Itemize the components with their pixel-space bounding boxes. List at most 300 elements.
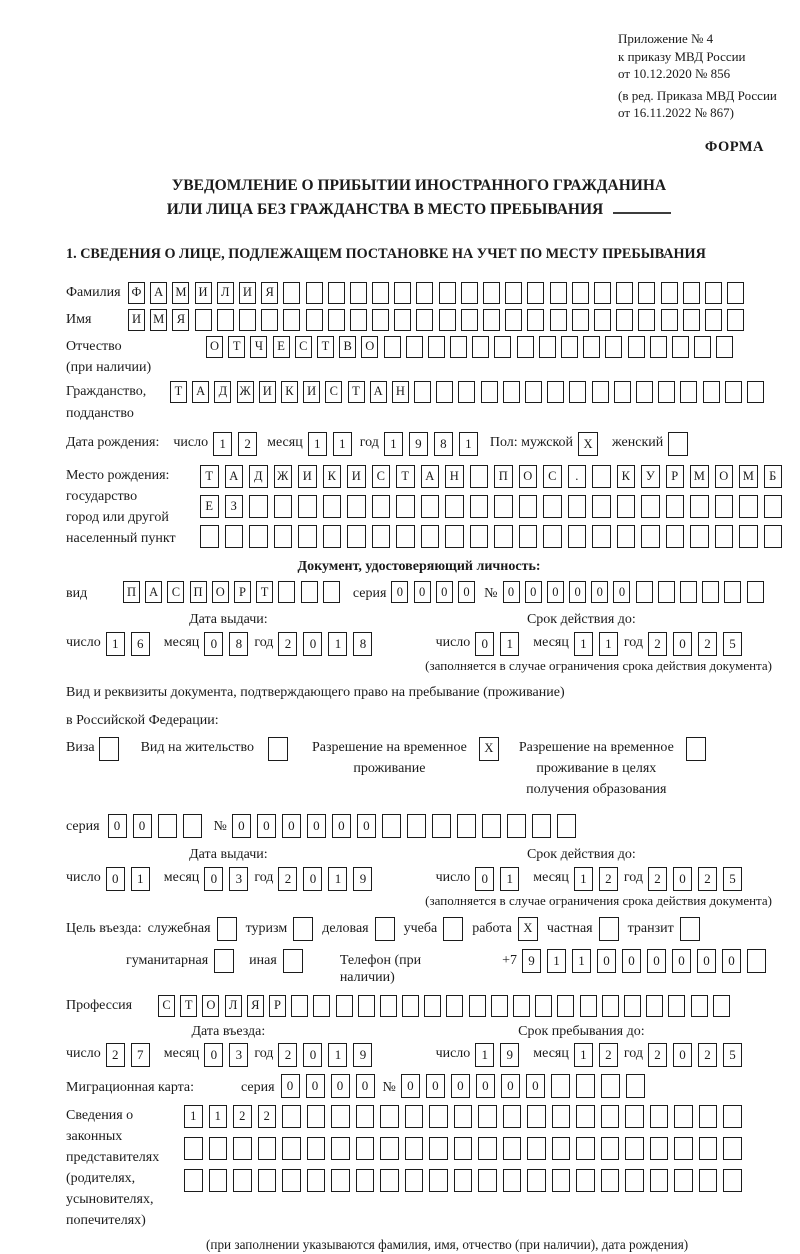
- char-box[interactable]: [617, 495, 636, 518]
- char-box[interactable]: [200, 525, 219, 548]
- char-box[interactable]: Ф: [128, 282, 145, 304]
- char-box[interactable]: Я: [247, 995, 264, 1017]
- char-box[interactable]: [625, 1137, 644, 1160]
- char-box[interactable]: [158, 814, 177, 838]
- char-box[interactable]: [328, 309, 345, 331]
- char-box[interactable]: [716, 336, 733, 358]
- char-box[interactable]: [450, 336, 467, 358]
- char-box[interactable]: 0: [436, 581, 453, 603]
- char-box[interactable]: [301, 581, 318, 603]
- char-box[interactable]: [683, 309, 700, 331]
- char-box[interactable]: [306, 309, 323, 331]
- char-box[interactable]: [432, 814, 451, 838]
- char-box[interactable]: 0: [475, 632, 494, 656]
- char-box[interactable]: [331, 1105, 350, 1128]
- char-box[interactable]: [658, 381, 675, 403]
- char-box[interactable]: [668, 995, 685, 1017]
- char-box[interactable]: А: [192, 381, 209, 403]
- char-box[interactable]: [307, 1137, 326, 1160]
- iddoc-valid-month-boxes[interactable]: [574, 632, 624, 656]
- char-box[interactable]: [372, 282, 389, 304]
- char-box[interactable]: 1: [500, 632, 519, 656]
- char-box[interactable]: [283, 309, 300, 331]
- char-box[interactable]: [249, 525, 268, 548]
- char-box[interactable]: [625, 1105, 644, 1128]
- char-box[interactable]: [323, 495, 342, 518]
- char-box[interactable]: [699, 1169, 718, 1192]
- birthplace-row2-boxes[interactable]: [200, 495, 788, 518]
- char-box[interactable]: [429, 1169, 448, 1192]
- char-box[interactable]: [576, 1074, 595, 1098]
- char-box[interactable]: А: [225, 465, 244, 488]
- iddoc-valid-day-boxes[interactable]: [475, 632, 525, 656]
- char-box[interactable]: [601, 1137, 620, 1160]
- guardians-row3-boxes[interactable]: [184, 1169, 748, 1192]
- char-box[interactable]: [703, 381, 720, 403]
- char-box[interactable]: [713, 995, 730, 1017]
- char-box[interactable]: [402, 995, 419, 1017]
- char-box[interactable]: 1: [574, 632, 593, 656]
- residence-issue-year-boxes[interactable]: [278, 867, 378, 891]
- char-box[interactable]: И: [128, 309, 145, 331]
- char-box[interactable]: [601, 1169, 620, 1192]
- char-box[interactable]: 0: [426, 1074, 445, 1098]
- char-box[interactable]: [747, 381, 764, 403]
- entry-month-boxes[interactable]: [204, 1043, 254, 1067]
- char-box[interactable]: [382, 814, 401, 838]
- char-box[interactable]: [505, 309, 522, 331]
- char-box[interactable]: Ч: [250, 336, 267, 358]
- char-box[interactable]: [439, 282, 456, 304]
- iddoc-issue-day-boxes[interactable]: [106, 632, 156, 656]
- char-box[interactable]: И: [195, 282, 212, 304]
- citizenship-boxes[interactable]: [170, 381, 769, 403]
- char-box[interactable]: 0: [401, 1074, 420, 1098]
- char-box[interactable]: П: [190, 581, 207, 603]
- char-box[interactable]: [658, 581, 675, 603]
- char-box[interactable]: [372, 309, 389, 331]
- char-box[interactable]: [503, 381, 520, 403]
- char-box[interactable]: [517, 336, 534, 358]
- char-box[interactable]: [380, 1169, 399, 1192]
- char-box[interactable]: [323, 581, 340, 603]
- iddoc-series-boxes[interactable]: [391, 581, 480, 603]
- char-box[interactable]: И: [239, 282, 256, 304]
- char-box[interactable]: [461, 309, 478, 331]
- char-box[interactable]: 0: [722, 949, 741, 973]
- char-box[interactable]: [547, 381, 564, 403]
- char-box[interactable]: [306, 282, 323, 304]
- char-box[interactable]: [293, 917, 313, 941]
- char-box[interactable]: [421, 525, 440, 548]
- char-box[interactable]: [680, 917, 700, 941]
- char-box[interactable]: [424, 995, 441, 1017]
- char-box[interactable]: Л: [217, 282, 234, 304]
- char-box[interactable]: [680, 381, 697, 403]
- char-box[interactable]: [527, 1137, 546, 1160]
- char-box[interactable]: [690, 495, 709, 518]
- char-box[interactable]: [217, 917, 237, 941]
- char-box[interactable]: Р: [666, 465, 685, 488]
- char-box[interactable]: [396, 525, 415, 548]
- char-box[interactable]: 0: [672, 949, 691, 973]
- char-box[interactable]: Я: [172, 309, 189, 331]
- char-box[interactable]: [209, 1137, 228, 1160]
- char-box[interactable]: [691, 995, 708, 1017]
- char-box[interactable]: Т: [200, 465, 219, 488]
- char-box[interactable]: [445, 525, 464, 548]
- char-box[interactable]: [184, 1137, 203, 1160]
- char-box[interactable]: Е: [200, 495, 219, 518]
- char-box[interactable]: П: [494, 465, 513, 488]
- birth-month-boxes[interactable]: [308, 432, 358, 456]
- char-box[interactable]: [764, 495, 783, 518]
- char-box[interactable]: [661, 309, 678, 331]
- char-box[interactable]: К: [281, 381, 298, 403]
- char-box[interactable]: [552, 1137, 571, 1160]
- char-box[interactable]: [470, 525, 489, 548]
- residence-valid-day-boxes[interactable]: [475, 867, 525, 891]
- char-box[interactable]: 0: [547, 581, 564, 603]
- char-box[interactable]: [336, 995, 353, 1017]
- char-box[interactable]: [482, 814, 501, 838]
- char-box[interactable]: [650, 1105, 669, 1128]
- stay-year-boxes[interactable]: [648, 1043, 748, 1067]
- char-box[interactable]: [727, 309, 744, 331]
- char-box[interactable]: Т: [256, 581, 273, 603]
- char-box[interactable]: [646, 995, 663, 1017]
- char-box[interactable]: [483, 282, 500, 304]
- char-box[interactable]: 0: [525, 581, 542, 603]
- char-box[interactable]: [478, 1137, 497, 1160]
- char-box[interactable]: 0: [303, 867, 322, 891]
- char-box[interactable]: [469, 995, 486, 1017]
- char-box[interactable]: [209, 1169, 228, 1192]
- char-box[interactable]: [239, 309, 256, 331]
- char-box[interactable]: [331, 1137, 350, 1160]
- char-box[interactable]: 6: [131, 632, 150, 656]
- char-box[interactable]: [592, 495, 611, 518]
- purpose-checkbox[interactable]: [443, 917, 463, 941]
- char-box[interactable]: 2: [278, 632, 297, 656]
- char-box[interactable]: З: [225, 495, 244, 518]
- char-box[interactable]: Ж: [274, 465, 293, 488]
- char-box[interactable]: 1: [328, 1043, 347, 1067]
- char-box[interactable]: 7: [131, 1043, 150, 1067]
- char-box[interactable]: [347, 495, 366, 518]
- char-box[interactable]: [494, 336, 511, 358]
- char-box[interactable]: [356, 1137, 375, 1160]
- char-box[interactable]: Л: [225, 995, 242, 1017]
- char-box[interactable]: М: [150, 309, 167, 331]
- char-box[interactable]: [405, 1105, 424, 1128]
- char-box[interactable]: [282, 1105, 301, 1128]
- char-box[interactable]: Ж: [237, 381, 254, 403]
- char-box[interactable]: [690, 525, 709, 548]
- char-box[interactable]: [358, 995, 375, 1017]
- char-box[interactable]: [628, 336, 645, 358]
- char-box[interactable]: [561, 336, 578, 358]
- sex-male-checkbox[interactable]: [578, 432, 598, 456]
- char-box[interactable]: [636, 381, 653, 403]
- char-box[interactable]: [601, 1105, 620, 1128]
- phone-boxes[interactable]: [522, 949, 772, 973]
- iddoc-issue-month-boxes[interactable]: [204, 632, 254, 656]
- char-box[interactable]: [396, 495, 415, 518]
- profession-boxes[interactable]: [158, 995, 735, 1017]
- char-box[interactable]: [599, 917, 619, 941]
- char-box[interactable]: 0: [332, 814, 351, 838]
- visa-checkbox[interactable]: [99, 737, 119, 761]
- char-box[interactable]: [394, 282, 411, 304]
- char-box[interactable]: [723, 1169, 742, 1192]
- char-box[interactable]: [421, 495, 440, 518]
- char-box[interactable]: 9: [409, 432, 428, 456]
- char-box[interactable]: [454, 1169, 473, 1192]
- char-box[interactable]: С: [325, 381, 342, 403]
- char-box[interactable]: 0: [281, 1074, 300, 1098]
- char-box[interactable]: 1: [213, 432, 232, 456]
- char-box[interactable]: О: [202, 995, 219, 1017]
- char-box[interactable]: 8: [434, 432, 453, 456]
- char-box[interactable]: [625, 1169, 644, 1192]
- residence-issue-day-boxes[interactable]: [106, 867, 156, 891]
- char-box[interactable]: [406, 336, 423, 358]
- char-box[interactable]: [626, 1074, 645, 1098]
- char-box[interactable]: [258, 1137, 277, 1160]
- birthplace-row3-boxes[interactable]: [200, 525, 788, 548]
- char-box[interactable]: [513, 995, 530, 1017]
- char-box[interactable]: [580, 995, 597, 1017]
- char-box[interactable]: [543, 495, 562, 518]
- char-box[interactable]: [446, 995, 463, 1017]
- char-box[interactable]: [328, 282, 345, 304]
- char-box[interactable]: [217, 309, 234, 331]
- purpose-checkbox[interactable]: [293, 917, 313, 941]
- residence-issue-month-boxes[interactable]: [204, 867, 254, 891]
- char-box[interactable]: Я: [261, 282, 278, 304]
- char-box[interactable]: [99, 737, 119, 761]
- char-box[interactable]: [641, 525, 660, 548]
- char-box[interactable]: [638, 309, 655, 331]
- char-box[interactable]: В: [339, 336, 356, 358]
- char-box[interactable]: Т: [170, 381, 187, 403]
- char-box[interactable]: [443, 917, 463, 941]
- char-box[interactable]: [405, 1169, 424, 1192]
- char-box[interactable]: 1: [547, 949, 566, 973]
- char-box[interactable]: 9: [500, 1043, 519, 1067]
- char-box[interactable]: 0: [597, 949, 616, 973]
- char-box[interactable]: [739, 495, 758, 518]
- purpose-checkbox[interactable]: [214, 949, 234, 973]
- char-box[interactable]: [551, 1074, 570, 1098]
- char-box[interactable]: [583, 336, 600, 358]
- char-box[interactable]: [550, 282, 567, 304]
- char-box[interactable]: А: [421, 465, 440, 488]
- char-box[interactable]: [638, 282, 655, 304]
- char-box[interactable]: 0: [106, 867, 125, 891]
- char-box[interactable]: 0: [204, 1043, 223, 1067]
- stay-day-boxes[interactable]: [475, 1043, 525, 1067]
- char-box[interactable]: [694, 336, 711, 358]
- char-box[interactable]: [764, 525, 783, 548]
- char-box[interactable]: [372, 495, 391, 518]
- char-box[interactable]: [668, 432, 688, 456]
- char-box[interactable]: [261, 309, 278, 331]
- char-box[interactable]: 2: [599, 867, 618, 891]
- char-box[interactable]: 2: [648, 867, 667, 891]
- char-box[interactable]: [552, 1105, 571, 1128]
- char-box[interactable]: [674, 1169, 693, 1192]
- entry-day-boxes[interactable]: [106, 1043, 156, 1067]
- char-box[interactable]: 1: [459, 432, 478, 456]
- char-box[interactable]: 5: [723, 1043, 742, 1067]
- char-box[interactable]: [661, 282, 678, 304]
- char-box[interactable]: [576, 1137, 595, 1160]
- char-box[interactable]: Д: [214, 381, 231, 403]
- purpose-checkbox[interactable]: [680, 917, 700, 941]
- char-box[interactable]: 1: [574, 867, 593, 891]
- char-box[interactable]: 2: [698, 632, 717, 656]
- char-box[interactable]: [747, 949, 766, 973]
- char-box[interactable]: [699, 1137, 718, 1160]
- char-box[interactable]: Б: [764, 465, 783, 488]
- char-box[interactable]: [350, 282, 367, 304]
- char-box[interactable]: 9: [522, 949, 541, 973]
- char-box[interactable]: 0: [307, 814, 326, 838]
- char-box[interactable]: С: [543, 465, 562, 488]
- char-box[interactable]: [602, 995, 619, 1017]
- char-box[interactable]: [539, 336, 556, 358]
- char-box[interactable]: [356, 1105, 375, 1128]
- char-box[interactable]: X: [479, 737, 499, 761]
- char-box[interactable]: [650, 1137, 669, 1160]
- char-box[interactable]: [445, 495, 464, 518]
- char-box[interactable]: И: [298, 465, 317, 488]
- char-box[interactable]: К: [617, 465, 636, 488]
- char-box[interactable]: [674, 1137, 693, 1160]
- char-box[interactable]: [298, 525, 317, 548]
- char-box[interactable]: 0: [591, 581, 608, 603]
- char-box[interactable]: [268, 737, 288, 761]
- char-box[interactable]: А: [150, 282, 167, 304]
- char-box[interactable]: 1: [209, 1105, 228, 1128]
- char-box[interactable]: X: [578, 432, 598, 456]
- birth-year-boxes[interactable]: [384, 432, 484, 456]
- char-box[interactable]: [650, 1169, 669, 1192]
- char-box[interactable]: [282, 1137, 301, 1160]
- iddoc-type-boxes[interactable]: [123, 581, 345, 603]
- char-box[interactable]: С: [167, 581, 184, 603]
- char-box[interactable]: И: [303, 381, 320, 403]
- iddoc-valid-year-boxes[interactable]: [648, 632, 748, 656]
- char-box[interactable]: [481, 381, 498, 403]
- char-box[interactable]: О: [206, 336, 223, 358]
- char-box[interactable]: [494, 495, 513, 518]
- char-box[interactable]: [503, 1105, 522, 1128]
- char-box[interactable]: [347, 525, 366, 548]
- char-box[interactable]: 1: [599, 632, 618, 656]
- char-box[interactable]: [650, 336, 667, 358]
- residence-number-boxes[interactable]: [232, 814, 582, 838]
- char-box[interactable]: [491, 995, 508, 1017]
- patronymic-boxes[interactable]: [206, 336, 739, 358]
- char-box[interactable]: [636, 581, 653, 603]
- char-box[interactable]: [699, 1105, 718, 1128]
- char-box[interactable]: М: [690, 465, 709, 488]
- char-box[interactable]: 2: [278, 1043, 297, 1067]
- char-box[interactable]: [380, 995, 397, 1017]
- char-box[interactable]: 2: [648, 632, 667, 656]
- char-box[interactable]: [233, 1169, 252, 1192]
- purpose-checkbox[interactable]: [518, 917, 538, 941]
- char-box[interactable]: [195, 309, 212, 331]
- char-box[interactable]: 5: [723, 867, 742, 891]
- char-box[interactable]: 2: [233, 1105, 252, 1128]
- char-box[interactable]: [724, 581, 741, 603]
- purpose-checkbox[interactable]: [375, 917, 395, 941]
- char-box[interactable]: 0: [503, 581, 520, 603]
- char-box[interactable]: 2: [106, 1043, 125, 1067]
- migcard-series-boxes[interactable]: [281, 1074, 381, 1098]
- char-box[interactable]: [550, 309, 567, 331]
- char-box[interactable]: [702, 581, 719, 603]
- char-box[interactable]: [666, 525, 685, 548]
- char-box[interactable]: [617, 525, 636, 548]
- char-box[interactable]: [683, 282, 700, 304]
- char-box[interactable]: [592, 465, 611, 488]
- char-box[interactable]: [274, 525, 293, 548]
- char-box[interactable]: [532, 814, 551, 838]
- char-box[interactable]: О: [212, 581, 229, 603]
- purpose-checkbox[interactable]: [599, 917, 619, 941]
- char-box[interactable]: И: [259, 381, 276, 403]
- char-box[interactable]: Р: [269, 995, 286, 1017]
- char-box[interactable]: [535, 995, 552, 1017]
- char-box[interactable]: [576, 1169, 595, 1192]
- char-box[interactable]: [282, 1169, 301, 1192]
- char-box[interactable]: [527, 282, 544, 304]
- char-box[interactable]: 2: [258, 1105, 277, 1128]
- char-box[interactable]: [624, 995, 641, 1017]
- char-box[interactable]: [519, 525, 538, 548]
- char-box[interactable]: 0: [673, 632, 692, 656]
- edu-residence-checkbox[interactable]: [686, 737, 706, 761]
- char-box[interactable]: С: [295, 336, 312, 358]
- char-box[interactable]: [569, 381, 586, 403]
- char-box[interactable]: Т: [396, 465, 415, 488]
- char-box[interactable]: [552, 1169, 571, 1192]
- char-box[interactable]: 0: [647, 949, 666, 973]
- char-box[interactable]: [454, 1137, 473, 1160]
- char-box[interactable]: 0: [356, 1074, 375, 1098]
- char-box[interactable]: 1: [333, 432, 352, 456]
- char-box[interactable]: 0: [108, 814, 127, 838]
- char-box[interactable]: 0: [282, 814, 301, 838]
- char-box[interactable]: 0: [257, 814, 276, 838]
- char-box[interactable]: 1: [328, 632, 347, 656]
- char-box[interactable]: 8: [229, 632, 248, 656]
- char-box[interactable]: 0: [331, 1074, 350, 1098]
- char-box[interactable]: Н: [392, 381, 409, 403]
- char-box[interactable]: 0: [133, 814, 152, 838]
- char-box[interactable]: А: [145, 581, 162, 603]
- char-box[interactable]: [519, 495, 538, 518]
- char-box[interactable]: [184, 1169, 203, 1192]
- char-box[interactable]: 0: [306, 1074, 325, 1098]
- char-box[interactable]: [723, 1137, 742, 1160]
- temp-residence-checkbox[interactable]: [479, 737, 499, 761]
